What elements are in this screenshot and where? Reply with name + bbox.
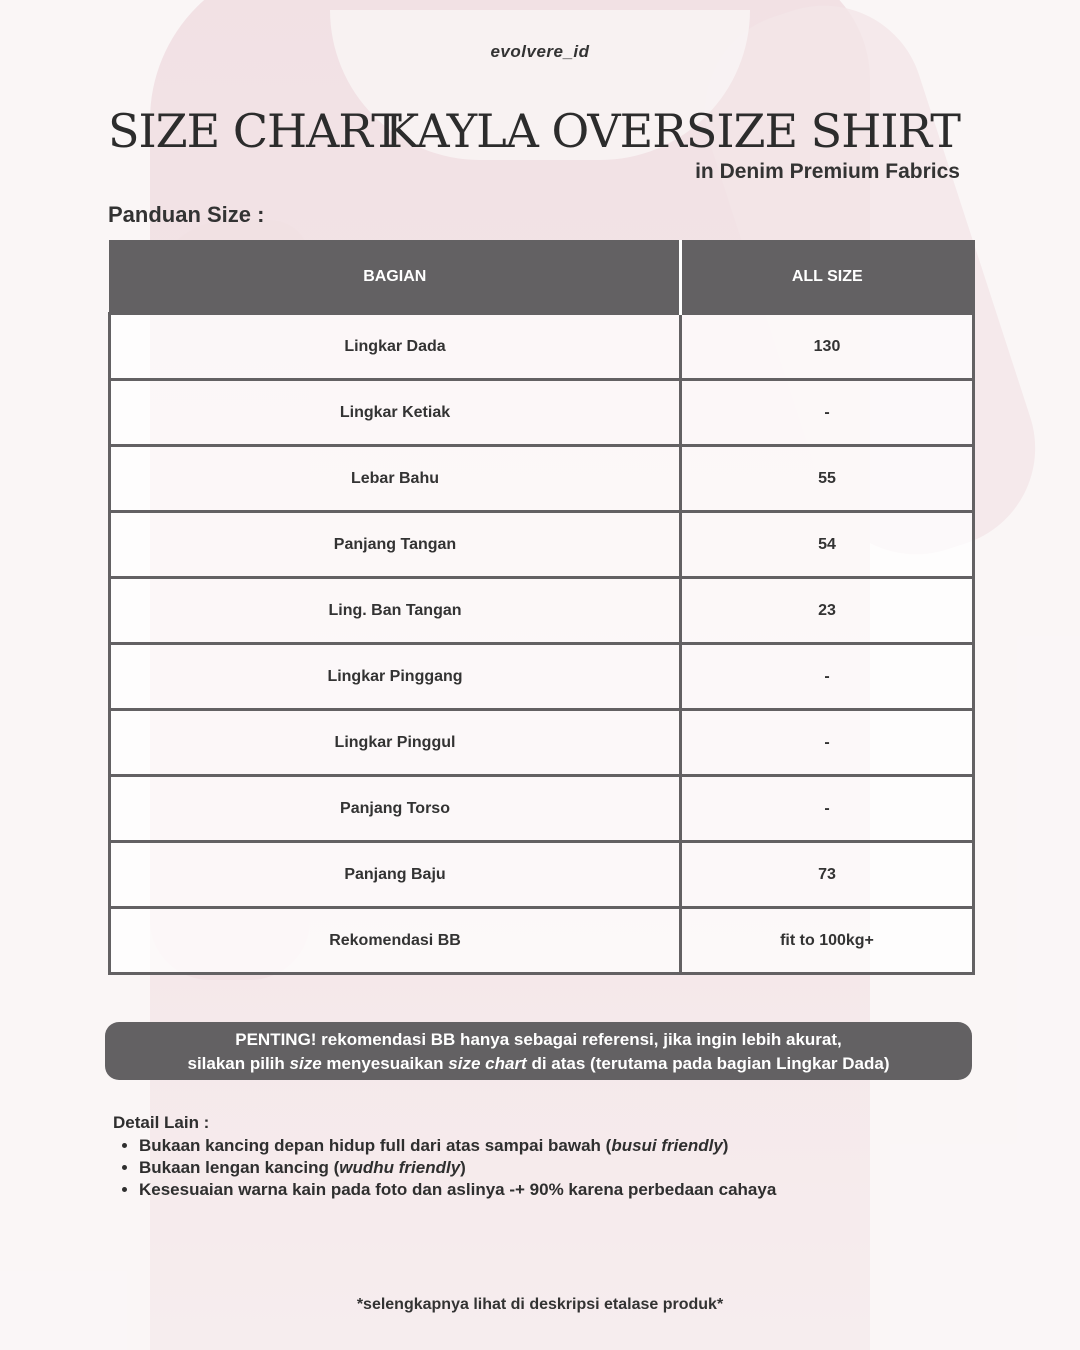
- detail-text: ): [460, 1158, 466, 1177]
- important-notice: [105, 1022, 972, 1080]
- row-part: Lingkar Pinggul: [110, 710, 681, 776]
- page-title: SIZE CHART: [108, 104, 401, 158]
- details-title: Detail Lain :: [113, 1113, 210, 1132]
- row-value: fit to 100kg+: [681, 908, 974, 974]
- row-value: -: [681, 776, 974, 842]
- row-part: Panjang Baju: [110, 842, 681, 908]
- product-title: KAYLA OVERSIZE SHIRT: [384, 104, 960, 158]
- detail-text: Bukaan lengan kancing (: [139, 1158, 340, 1177]
- table-row: [110, 512, 974, 578]
- table-row: [110, 578, 974, 644]
- row-part: Rekomendasi BB: [110, 908, 681, 974]
- notice-line-2: [105, 1052, 972, 1076]
- notice-emphasis: size chart: [448, 1054, 527, 1073]
- notice-emphasis: size: [289, 1054, 322, 1073]
- notice-text: di atas (terutama pada bagian Lingkar Dada): [526, 1054, 890, 1073]
- row-part: Lingkar Ketiak: [110, 380, 681, 446]
- detail-text: Bukaan kancing depan hidup full dari atas sampai bawah (: [139, 1136, 612, 1155]
- row-value: 130: [681, 314, 974, 380]
- brand-name: evolvere_id: [490, 42, 590, 61]
- table-row: [110, 842, 974, 908]
- list-item: [139, 1135, 1013, 1157]
- size-table: [108, 240, 975, 975]
- table-row: [110, 776, 974, 842]
- notice-text: menyesuaikan: [321, 1054, 449, 1073]
- row-value: -: [681, 644, 974, 710]
- row-value: -: [681, 380, 974, 446]
- row-part: Lebar Bahu: [110, 446, 681, 512]
- table-row: [110, 380, 974, 446]
- row-value: -: [681, 710, 974, 776]
- details-list: [113, 1135, 1013, 1201]
- size-guide-label: Panduan Size :: [108, 202, 265, 227]
- table-row: [110, 446, 974, 512]
- header-part: BAGIAN: [110, 241, 681, 314]
- row-part: Panjang Torso: [110, 776, 681, 842]
- footer-note: *selengkapnya lihat di deskripsi etalase produk*: [356, 1296, 724, 1313]
- row-part: Panjang Tangan: [110, 512, 681, 578]
- table-row: [110, 710, 974, 776]
- row-value: 55: [681, 446, 974, 512]
- row-value: 73: [681, 842, 974, 908]
- row-value: 23: [681, 578, 974, 644]
- detail-emphasis: wudhu friendly: [339, 1158, 461, 1177]
- header-all-size: ALL SIZE: [681, 241, 974, 314]
- notice-line-1: PENTING! rekomendasi BB hanya sebagai referensi, jika ingin lebih akurat,: [235, 1030, 842, 1049]
- product-subtitle: in Denim Premium Fabrics: [695, 160, 960, 183]
- row-part: Lingkar Dada: [110, 314, 681, 380]
- detail-emphasis: busui friendly: [611, 1136, 723, 1155]
- detail-text: Kesesuaian warna kain pada foto dan aslinya -+ 90% karena perbedaan cahaya: [139, 1180, 777, 1199]
- row-part: Lingkar Pinggang: [110, 644, 681, 710]
- list-item: [139, 1179, 1013, 1201]
- table-row: [110, 314, 974, 380]
- row-value: 54: [681, 512, 974, 578]
- other-details: [113, 1113, 1013, 1201]
- detail-text: ): [722, 1136, 729, 1155]
- row-part: Ling. Ban Tangan: [110, 578, 681, 644]
- table-row: [110, 908, 974, 974]
- notice-text: silakan pilih: [187, 1054, 290, 1073]
- list-item: [139, 1157, 1013, 1179]
- table-header-row: [110, 241, 974, 314]
- table-row: [110, 644, 974, 710]
